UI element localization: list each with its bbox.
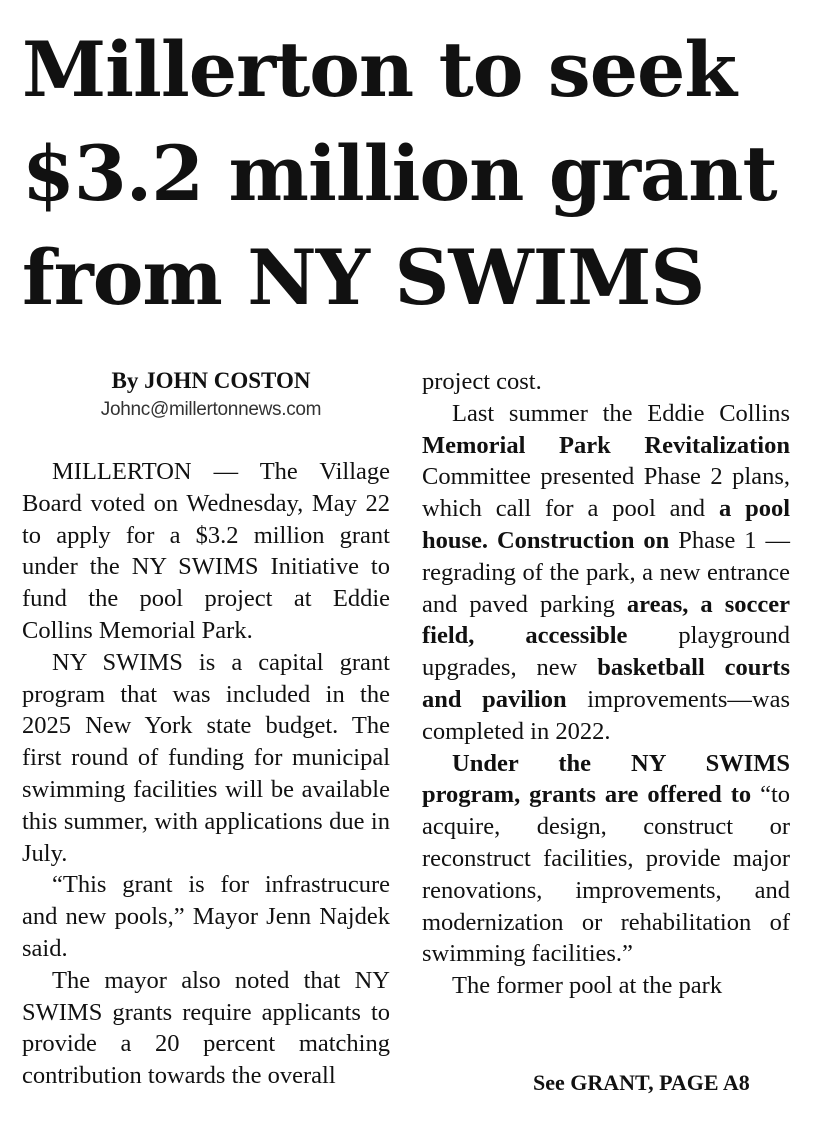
paragraph: “This grant is for infrastrucure and new pools,” Mayor Jenn Najdek said. <box>22 871 390 962</box>
byline-email: Johnc@millertonnews.com <box>100 399 322 420</box>
headline-line-1: Millerton to seek <box>22 25 737 114</box>
headline <box>22 18 812 330</box>
text-run: improvements—was completed in 2022. <box>422 685 790 745</box>
article-column-left <box>22 366 390 1092</box>
text-run: “to acquire, design, construct or reconstruct facilities, provide major renovations, improvements, and modernization or rehabilitation of swimming facilities.” <box>422 781 791 968</box>
bold-run: Under the NY SWIMS program, grants are offered to <box>422 749 790 809</box>
paragraph: NY SWIMS is a capital grant program that was included in the 2025 New York state budget. The first round of funding for municipal swimming facilities will be available this summer, with applications due in July. <box>22 648 390 867</box>
bold-run: basketball courts and pavilion <box>422 654 790 713</box>
headline-line-2: $3.2 million grant <box>22 129 777 218</box>
bold-run: areas, a soccer field, accessible <box>422 590 790 650</box>
jump-line: See GRANT, PAGE A8 <box>533 1070 750 1095</box>
text-run: Committee presented Phase 2 plans, which call for a pool and <box>422 463 790 523</box>
bold-run: a pool house. Construction on <box>422 495 791 554</box>
paragraph <box>422 748 790 971</box>
text-run: playground upgrades, new <box>422 622 791 682</box>
text-run: Phase 1 —regrading of the park, a new entrance and paved parking <box>422 526 790 618</box>
paragraph-continued: project cost. <box>422 368 542 395</box>
bold-run: Memorial Park Revitalization <box>422 431 790 459</box>
headline-line-3: from NY SWIMS <box>22 233 705 322</box>
text-run: Last summer the Eddie Collins <box>452 399 790 427</box>
paragraph: MILLERTON — The Village Board voted on Wednesday, May 22 to apply for a $3.2 million grant under the NY SWIMS Initiative to fund the pool project at Eddie Collins Memorial Park. <box>22 458 390 644</box>
paragraph <box>422 398 790 748</box>
byline-author: By JOHN COSTON <box>111 368 311 393</box>
article-column-right <box>422 366 790 1002</box>
paragraph: The former pool at the park <box>452 972 723 1000</box>
paragraph: The mayor also noted that NY SWIMS grants require applicants to provide a 20 percent matching contribution towards the overall <box>22 966 390 1090</box>
